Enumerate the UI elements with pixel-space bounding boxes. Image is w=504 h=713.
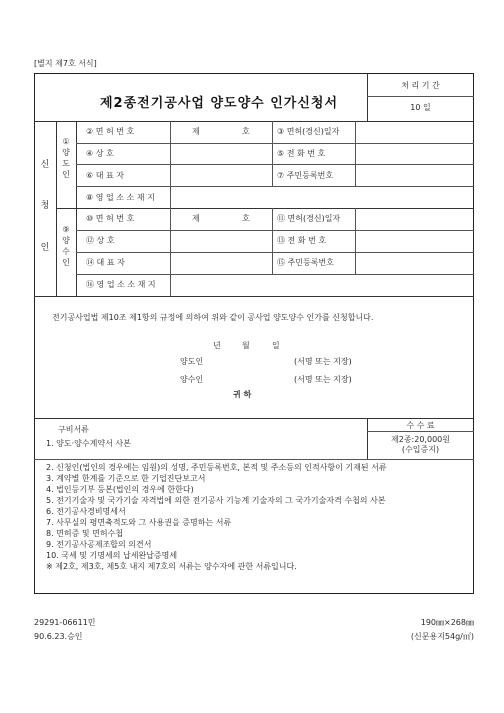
fee-note: (수입증지)	[401, 445, 440, 454]
transferee-id-label: ⑮ 주민등록번호	[277, 258, 334, 267]
transferee-label-1: 양	[62, 236, 70, 245]
applicant-label-2: 청	[40, 201, 50, 211]
transferee-company-label: ⑫ 상 호	[86, 236, 115, 245]
transferee-col-line-2	[272, 208, 273, 274]
transferor-num: ①	[62, 137, 70, 146]
transferee-address-label: ⑯ 영 업 소 소 재 지	[86, 280, 156, 289]
documents-heading: 구비서류	[58, 425, 89, 434]
document-item-8: 8. 면허증 및 면허수첩	[46, 529, 124, 538]
date-month: 월	[242, 341, 250, 350]
sign-transferee-note: (서명 또는 지장)	[294, 375, 352, 384]
transferor-row-line-2	[76, 164, 474, 165]
transferor-row-line-3	[76, 186, 474, 187]
transferee-license-label: ⑩ 면 허 번 호	[86, 214, 135, 223]
document-item-10: 10. 국세 및 기명세의 납세완납증명세	[46, 551, 178, 560]
transferee-license-date-label: ⑪ 면허(경신)일자	[277, 214, 341, 223]
document-item-2: 2. 신청인(법인의 경우에는 임원)의 성명, 주민등록번호, 본적 및 주소등의 인적사항이 기재된 서류	[46, 463, 387, 472]
footer-paper: (신문용지54g/㎡)	[410, 632, 474, 641]
document-item-9: 9. 전기공사공제조합의 의견서	[46, 540, 152, 549]
party-separator	[56, 208, 474, 209]
transferor-row-line-1	[76, 143, 474, 144]
transferor-label-1: 양	[62, 148, 70, 157]
processing-divider	[367, 96, 474, 97]
transferee-representative-label: ⑭ 대 표 자	[86, 258, 125, 267]
transferee-row-line-2	[76, 252, 474, 253]
transferee-license-je: 제	[192, 214, 200, 223]
transferor-id-label: ⑦ 주민등록번호	[277, 171, 334, 180]
transferor-label-3: 인	[62, 170, 70, 179]
transferee-label-2: 수	[62, 247, 70, 256]
sign-transferee-role: 양수인	[180, 375, 204, 384]
statement-bottom-line	[34, 418, 474, 419]
document-item-11: ※ 제2호, 제3호, 제5호 내지 제7호의 서류는 양수자에 관한 서류입니다.	[46, 562, 297, 571]
transferor-address-line	[170, 186, 171, 208]
applicant-label-1: 신	[40, 160, 50, 170]
sign-transferor-note: (서명 또는 지장)	[294, 357, 352, 366]
document-item-3: 3. 계약별 한계를 기준으로 한 기업진단보고서	[46, 474, 206, 483]
transferor-phone-label: ⑤ 전 화 번 호	[277, 149, 326, 158]
footer-size: 190㎜×268㎜	[420, 618, 474, 627]
date-day: 일	[272, 341, 280, 350]
transferor-col-line-1	[170, 121, 171, 186]
transferor-company-label: ④ 상 호	[86, 149, 114, 158]
fee-bottom-line	[34, 459, 474, 460]
title-bottom-line	[34, 121, 474, 122]
applicant-label-3: 인	[40, 243, 50, 253]
applicant-bottom-line	[34, 296, 474, 297]
form-title: 제2종전기공사업 양도양수 인가신청서	[100, 96, 339, 111]
transferee-row-line-1	[76, 230, 474, 231]
transferor-license-ho: 호	[242, 127, 250, 136]
transferee-label-3: 인	[62, 258, 70, 267]
fee-value: 제2종:20,000원	[391, 435, 450, 444]
transferor-address-label: ⑧ 영 업 소 소 재 지	[86, 193, 155, 202]
transferee-num: ⑨	[62, 225, 70, 234]
sign-transferor-role: 양도인	[180, 357, 204, 366]
fee-label: 수 수 료	[406, 421, 435, 430]
transferor-label-2: 도	[62, 159, 70, 168]
footer-code: 29291-06611민	[34, 618, 96, 627]
transferee-label	[56, 224, 76, 268]
document-item-5: 5. 전기기술자 및 국가기술 자격법에 의한 전기공사 기능계 기술자의 그 국가기술자격 수첩의 사본	[46, 496, 386, 505]
transferor-col-line-3	[355, 121, 356, 186]
transferor-label	[56, 136, 76, 180]
application-statement: 전기공사업법 제10조 제1항의 규정에 의하여 위와 같이 공사업 양도양수 인가를 신청합니다.	[52, 313, 374, 322]
transferee-col-line-3	[355, 208, 356, 274]
transferee-row-line-3	[76, 274, 474, 275]
transferee-col-line-1	[170, 208, 171, 274]
form-reference: [별지 제7호 서식]	[34, 59, 97, 68]
document-item-7: 7. 사무실의 평면축적도와 그 사용권을 증명하는 서류	[46, 518, 232, 527]
document-item-4: 4. 법인등기부 등본(법인의 경우에 한한다)	[46, 485, 194, 494]
document-item-1: 1. 양도·양수계약서 사본	[46, 439, 131, 448]
transferor-license-je: 제	[192, 127, 200, 136]
date-year: 년	[213, 341, 221, 350]
transferee-address-line	[170, 274, 171, 296]
transferor-license-date-label: ③ 면허(경신)일자	[277, 127, 340, 136]
transferor-license-label: ② 면 허 번 호	[86, 127, 135, 136]
footer-approval: 90.6.23.승인	[34, 632, 83, 641]
document-item-6: 6. 전기공사경비명세서	[46, 507, 126, 516]
transferee-phone-label: ⑬ 전 화 번 호	[277, 236, 327, 245]
transferee-license-ho: 호	[242, 214, 250, 223]
transferor-representative-label: ⑥ 대 표 자	[86, 171, 124, 180]
processing-period-value: 10 일	[410, 103, 431, 112]
fee-label-line	[367, 431, 474, 432]
transferor-col-line-2	[272, 121, 273, 186]
addressee: 귀 하	[233, 390, 252, 399]
processing-period-label: 처 리 기 간	[401, 81, 440, 90]
